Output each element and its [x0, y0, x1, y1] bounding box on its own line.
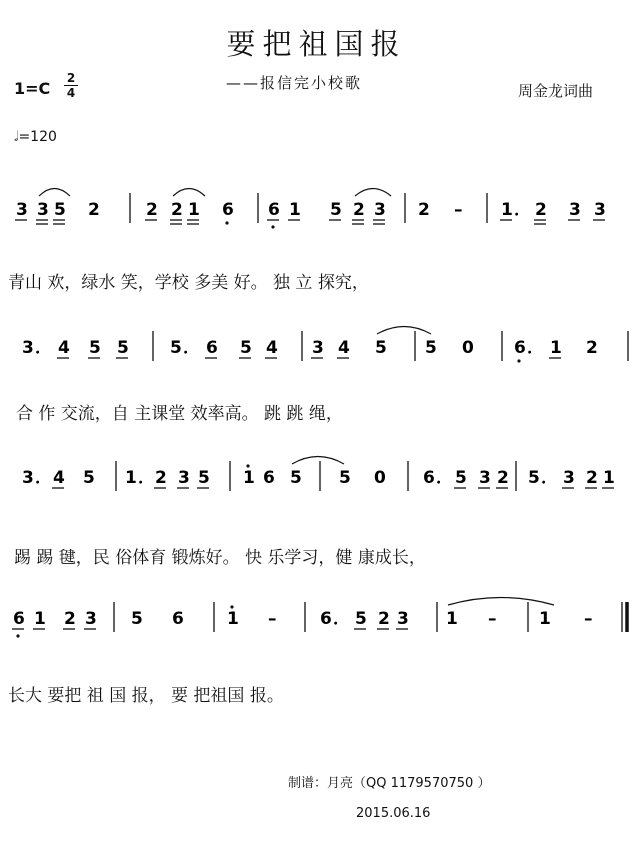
note: 2: [146, 200, 158, 220]
note: 6: [423, 468, 435, 488]
note: 4: [266, 338, 278, 358]
note: 2: [378, 609, 390, 629]
note: 5: [528, 468, 540, 488]
transcriber-credit: 制谱：月亮（QQ 1179570750 ）: [288, 776, 491, 791]
note: 1: [125, 468, 137, 488]
note-dash: –: [268, 609, 277, 629]
note: 6: [320, 609, 332, 629]
note: 5: [290, 468, 302, 488]
date-stamp: 2015.06.16: [356, 806, 431, 821]
note: 2: [586, 468, 598, 488]
tie: [39, 189, 70, 197]
octave-dot: [517, 359, 520, 362]
note: 5: [375, 338, 387, 358]
tie: [377, 327, 431, 335]
tie: [292, 457, 344, 465]
song-subtitle: ——报信完小校歌: [226, 74, 363, 92]
tie: [173, 189, 205, 197]
note: 1: [603, 468, 615, 488]
lyric-line: 合 作 交流，自 主课堂 效率高。 跳 跳 绳，: [16, 404, 343, 424]
time-signature-top: 2: [66, 71, 76, 85]
note: 5: [54, 200, 66, 220]
note: 2: [535, 200, 547, 220]
octave-dot: [225, 221, 228, 224]
note: 4: [58, 338, 70, 358]
note: 5: [89, 338, 101, 358]
tie: [448, 598, 554, 606]
note-dot: ．: [333, 609, 350, 629]
note: 2: [586, 338, 598, 358]
note-dot: ．: [527, 338, 544, 358]
note: 5: [330, 200, 342, 220]
note-dash: –: [454, 200, 463, 220]
note: 0: [462, 338, 474, 358]
note: 3: [374, 200, 386, 220]
note: 5: [170, 338, 182, 358]
note: 3: [16, 200, 28, 220]
note-dot: ．: [35, 338, 52, 358]
note: 3: [178, 468, 190, 488]
note-dash: –: [488, 609, 497, 629]
note: 1: [446, 609, 458, 629]
note: 6: [206, 338, 218, 358]
lyric-line: 长大 要把 祖 国 报， 要 把祖国 报。: [8, 686, 284, 706]
note: 1: [227, 609, 239, 629]
note: 2: [418, 200, 430, 220]
composer-credit: 周金龙词曲: [518, 82, 594, 100]
key-signature: 1=C: [14, 79, 51, 98]
note: 3: [594, 200, 606, 220]
note: 3: [312, 338, 324, 358]
note-dash: –: [584, 609, 593, 629]
note: 3: [479, 468, 491, 488]
note: 6: [514, 338, 526, 358]
note: 1: [550, 338, 562, 358]
note: 4: [338, 338, 350, 358]
note: 5: [198, 468, 210, 488]
note: 3: [37, 200, 49, 220]
note: 2: [497, 468, 509, 488]
note: 2: [88, 200, 100, 220]
note: 1: [539, 609, 551, 629]
note: 1: [243, 468, 255, 488]
note: 5: [83, 468, 95, 488]
note: 4: [53, 468, 65, 488]
note: 0: [374, 468, 386, 488]
note: 5: [455, 468, 467, 488]
note: 1: [289, 200, 301, 220]
note: 3: [569, 200, 581, 220]
note: 5: [131, 609, 143, 629]
note-dot: ．: [541, 468, 558, 488]
note: 3: [397, 609, 409, 629]
note: 3: [22, 338, 34, 358]
note: 2: [155, 468, 167, 488]
note: 5: [240, 338, 252, 358]
time-signature-bottom: 4: [66, 86, 76, 100]
song-title: 要把祖国报: [226, 27, 407, 61]
note: 3: [85, 609, 97, 629]
note: 6: [268, 200, 280, 220]
lyric-line: 青山 欢，绿水 笑，学校 多美 好。 独 立 探究，: [8, 273, 369, 293]
note: 1: [501, 200, 513, 220]
note: 3: [563, 468, 575, 488]
note: 2: [353, 200, 365, 220]
lyric-line: 踢 踢 毽，民 俗体育 锻炼好。 快 乐学习，健 康成长，: [14, 548, 426, 568]
note: 5: [339, 468, 351, 488]
tempo-value: =120: [18, 129, 57, 145]
octave-dot: [230, 605, 233, 608]
note: 6: [222, 200, 234, 220]
note: 6: [13, 609, 25, 629]
half-note-icon: 𝅗𝅥: [14, 129, 19, 145]
octave-dot: [16, 634, 19, 637]
note: 1: [188, 200, 200, 220]
octave-dot: [271, 225, 274, 228]
note: 5: [425, 338, 437, 358]
note: 5: [117, 338, 129, 358]
note: 1: [34, 609, 46, 629]
note: 6: [172, 609, 184, 629]
note-dot: ．: [514, 200, 531, 220]
note-dot: ．: [183, 338, 200, 358]
note-dot: ．: [138, 468, 155, 488]
note: 2: [64, 609, 76, 629]
note: 2: [171, 200, 183, 220]
note: 3: [22, 468, 34, 488]
note: 6: [263, 468, 275, 488]
octave-dot: [246, 464, 249, 467]
note-dot: ．: [436, 468, 453, 488]
note: 5: [355, 609, 367, 629]
tie: [355, 189, 391, 197]
note-dot: ．: [35, 468, 52, 488]
